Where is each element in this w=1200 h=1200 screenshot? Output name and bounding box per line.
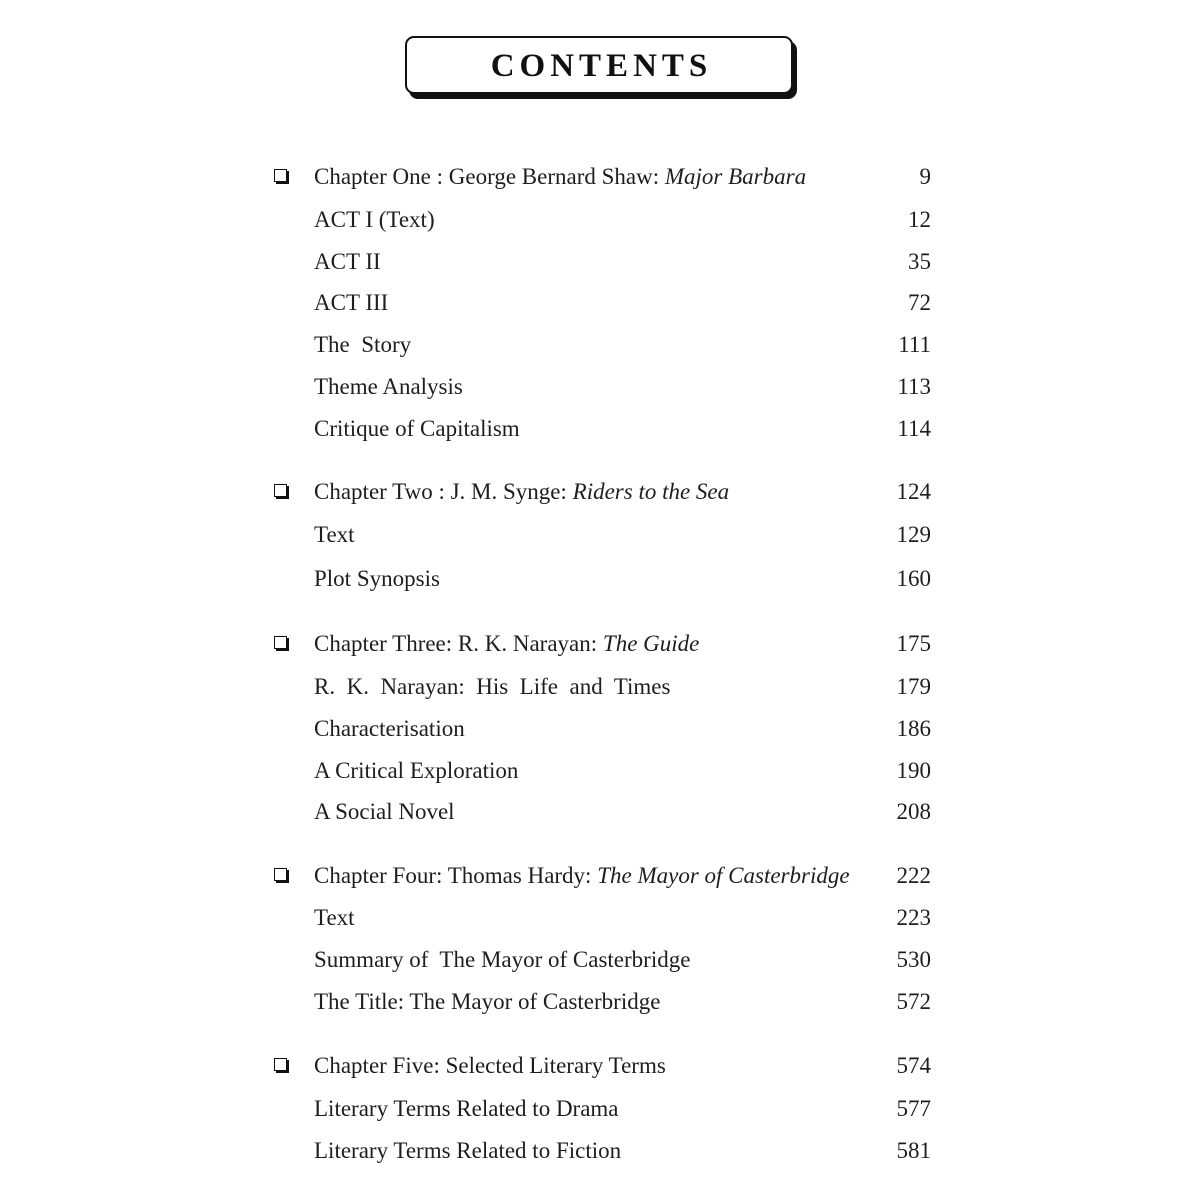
toc-section-entry [0, 756, 1200, 786]
toc-page-number: 186 [896, 716, 931, 741]
toc-entry-label [314, 629, 699, 659]
toc-page-number: 208 [896, 799, 931, 824]
toc-entry-text: Literary Terms Related to Fiction [314, 1138, 622, 1163]
toc-page-number: 35 [908, 249, 931, 274]
toc-page-number: 175 [896, 631, 931, 656]
toc-entry-label [314, 330, 411, 360]
toc-section-entry [0, 288, 1200, 318]
toc-page-number: 9 [919, 164, 931, 189]
toc-entry-label [314, 477, 729, 507]
toc-page-number: 581 [896, 1138, 931, 1163]
toc-page-number: 124 [896, 479, 931, 504]
toc-entry-label [314, 372, 463, 402]
toc-entry-text: The Story [314, 332, 412, 357]
toc-entry-text: Text [314, 522, 355, 547]
toc-page-number: 572 [896, 989, 931, 1014]
toc-section-entry [0, 1094, 1200, 1124]
toc-section-entry [0, 1136, 1200, 1166]
toc-entry-text: Chapter Five: Selected Literary Terms [314, 1053, 666, 1078]
toc-entry-text: ACT III [314, 290, 389, 315]
toc-entry-label [314, 1136, 621, 1166]
toc-entry-label [314, 756, 518, 786]
toc-entry-label [314, 1094, 619, 1124]
toc-entry-text: Chapter Three: R. K. Narayan: [314, 631, 603, 656]
toc-entry-label [314, 1051, 666, 1081]
toc-chapter-entry [0, 477, 1200, 507]
toc-section-entry [0, 247, 1200, 277]
toc-section-entry [0, 520, 1200, 550]
toc-entry-label [314, 288, 388, 318]
toc-entry-work-title: The Mayor of Casterbridge [597, 863, 850, 888]
toc-entry-label [314, 903, 355, 933]
toc-entry-label [314, 564, 440, 594]
toc-entry-text: R. K. Narayan: His Life and Times [314, 674, 671, 699]
toc-page-number: 190 [896, 758, 931, 783]
toc-page-number: 574 [896, 1053, 931, 1078]
toc-page-number: 160 [896, 566, 931, 591]
checkbox-bullet-icon [274, 169, 287, 182]
toc-entry-work-title: Major Barbara [664, 164, 807, 189]
checkbox-bullet-icon [274, 636, 287, 649]
toc-section-entry [0, 797, 1200, 827]
toc-chapter-entry [0, 1051, 1200, 1081]
toc-entry-text: Chapter One : George Bernard Shaw: [314, 164, 665, 189]
toc-section-entry [0, 564, 1200, 594]
toc-page-number: 179 [896, 674, 931, 699]
toc-entry-text: The Title: The Mayor of Casterbridge [314, 989, 661, 1014]
toc-entry-label [314, 861, 850, 891]
toc-chapter-entry [0, 629, 1200, 659]
toc-entry-text: Chapter Two : J. M. Synge: [314, 479, 573, 504]
toc-section-entry [0, 672, 1200, 702]
page-title: CONTENTS [490, 47, 713, 84]
toc-entry-label [314, 205, 435, 235]
toc-entry-work-title: Riders to the Sea [572, 479, 730, 504]
toc-entry-label [314, 247, 381, 277]
toc-entry-text: Theme Analysis [314, 374, 463, 399]
toc-page-number: 530 [896, 947, 931, 972]
toc-entry-text: ACT I (Text) [314, 207, 435, 232]
checkbox-bullet-icon [274, 484, 287, 497]
toc-entry-text: Literary Terms Related to Drama [314, 1096, 619, 1121]
toc-section-entry [0, 372, 1200, 402]
toc-section-entry [0, 414, 1200, 444]
toc-entry-label [314, 672, 670, 702]
toc-section-entry [0, 714, 1200, 744]
toc-page-number: 129 [896, 522, 931, 547]
toc-section-entry [0, 205, 1200, 235]
toc-entry-label [314, 714, 465, 744]
contents-title-box [405, 36, 793, 94]
toc-page-number: 113 [897, 374, 931, 399]
toc-entry-text: Critique of Capitalism [314, 416, 520, 441]
toc-chapter-entry [0, 861, 1200, 891]
toc-entry-label [314, 797, 455, 827]
toc-page-number: 223 [896, 905, 931, 930]
toc-page-number: 577 [896, 1096, 931, 1121]
toc-section-entry [0, 330, 1200, 360]
toc-entry-text: Summary of The Mayor of Casterbridge [314, 947, 691, 972]
toc-entry-text: Text [314, 905, 355, 930]
checkbox-bullet-icon [274, 868, 287, 881]
toc-page-number: 12 [908, 207, 931, 232]
toc-entry-text: Characterisation [314, 716, 465, 741]
checkbox-bullet-icon [274, 1058, 287, 1071]
toc-entry-label [314, 520, 355, 550]
toc-section-entry [0, 945, 1200, 975]
toc-entry-text: Chapter Four: Thomas Hardy: [314, 863, 598, 888]
toc-entry-label [314, 987, 660, 1017]
toc-entry-text: A Critical Exploration [314, 758, 519, 783]
toc-section-entry [0, 987, 1200, 1017]
toc-page-number: 72 [908, 290, 931, 315]
toc-chapter-entry [0, 162, 1200, 192]
toc-entry-text: A Social Novel [314, 799, 455, 824]
toc-page-number: 111 [898, 332, 931, 357]
toc-entry-label [314, 414, 520, 444]
toc-entry-work-title: The Guide [602, 631, 700, 656]
toc-page-number: 114 [897, 416, 931, 441]
toc-page-number: 222 [896, 863, 931, 888]
toc-entry-text: ACT II [314, 249, 381, 274]
toc-entry-text: Plot Synopsis [314, 566, 440, 591]
toc-entry-label [314, 945, 690, 975]
toc-entry-label [314, 162, 806, 192]
toc-section-entry [0, 903, 1200, 933]
